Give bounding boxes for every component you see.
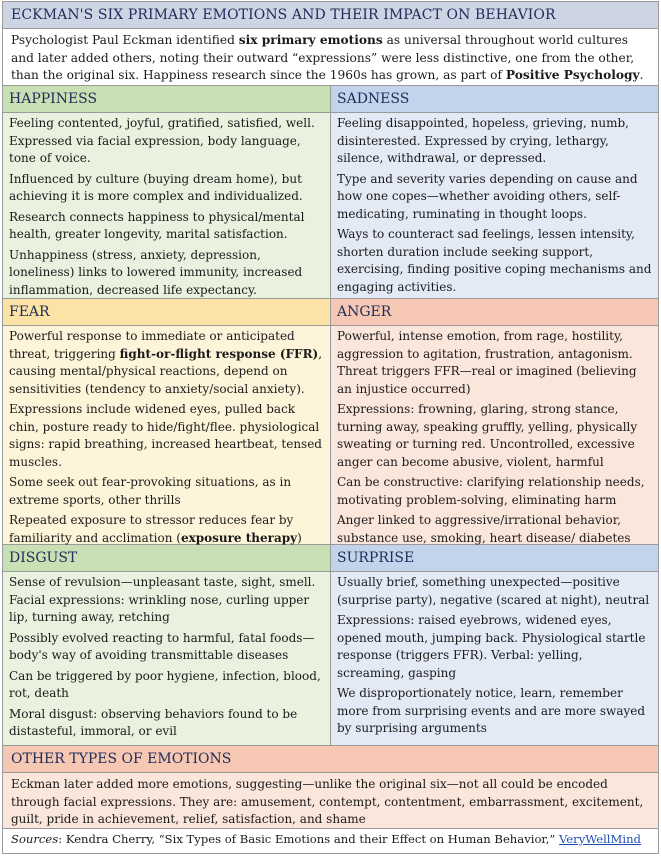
disgust-p1: Sense of revulsion—unpleasant taste, sight, smell. Facial expressions: wrinkling nose, curling upper lip, turning away, retching xyxy=(9,575,316,624)
surprise-section xyxy=(331,545,658,746)
disgust-section xyxy=(3,545,331,746)
happiness-p2: Influenced by culture (buying dream home), but achieving it is more complex and individualized. xyxy=(9,171,303,203)
fear-p4-bold: exposure therapy xyxy=(180,530,298,545)
fear-p1-bold: fight-or-flight response (FFR) xyxy=(119,346,319,361)
other-emotions-body: Eckman later added more emotions, suggesting—unlike the original six—not all could be encoded through facial expressions. They are: amusement, contempt, contentment, embarrassment, excitement, guilt, pride in achievement, relief, satisfaction, and shame xyxy=(3,773,658,829)
surprise-p2: Expressions: raised eyebrows, widened eyes, opened mouth, jumping back. Physiological startle response (triggers FFR). Verbal: yelling, screaming, gasping xyxy=(337,613,646,680)
surprise-p3: We disproportionately notice, learn, remember more from surprising events and are more swayed by surprising arguments xyxy=(337,686,646,735)
fear-heading: FEAR xyxy=(3,299,330,326)
happiness-p3: Research connects happiness to physical/mental health, greater longevity, marital satisfaction. xyxy=(9,209,305,241)
page-title: ECKMAN'S SIX PRIMARY EMOTIONS AND THEIR IMPACT ON BEHAVIOR xyxy=(3,2,658,29)
happiness-section xyxy=(3,86,331,299)
intro-text-3: . xyxy=(639,68,644,83)
disgust-p4: Moral disgust: observing behaviors found to be distasteful, immoral, or evil xyxy=(9,706,298,738)
intro-paragraph xyxy=(3,29,658,86)
emotions-grid xyxy=(3,86,658,746)
fear-p2: Expressions include widened eyes, pulled back chin, posture ready to hide/fight/flee. physiological signs: rapid breathing, increased heartbeat, tensed muscles. xyxy=(9,402,322,469)
intro-bold-positive-psychology: Positive Psychology xyxy=(505,68,640,83)
happiness-body xyxy=(3,113,330,298)
emotions-sheet xyxy=(2,1,659,854)
anger-body xyxy=(331,326,658,544)
happiness-p4: Unhappiness (stress, anxiety, depression, loneliness) links to lowered immunity, increased inflammation, decreased life expectancy. xyxy=(9,247,303,297)
anger-section xyxy=(331,299,658,545)
sources-line xyxy=(3,829,658,853)
surprise-heading: SURPRISE xyxy=(331,545,658,572)
fear-p4-text: Repeated exposure to stressor reduces fear by familiarity and acclimation ( xyxy=(9,513,294,545)
intro-text-2: as universal throughout world cultures and later added others, noting their outward “expressions” were less distinctive, one from the other, than the original six. Happiness research since the 1960s has grown, as part of xyxy=(11,33,635,83)
sadness-p3: Ways to counteract sad feelings, lessen intensity, shorten duration include seeking support, exercising, finding positive coping mechanisms and engaging activities. xyxy=(337,227,652,294)
anger-p4: Anger linked to aggressive/irrational behavior, substance use, smoking, heart disease/ diabetes xyxy=(337,513,631,545)
sadness-section xyxy=(331,86,658,299)
fear-p4 xyxy=(9,512,324,547)
fear-p1 xyxy=(9,328,324,398)
disgust-heading: DISGUST xyxy=(3,545,330,572)
fear-section xyxy=(3,299,331,545)
verywellmind-link[interactable]: VeryWellMind xyxy=(559,832,641,846)
sources-label: Sources xyxy=(11,832,59,846)
fear-p1-text: Powerful response to immediate or anticipated threat, triggering xyxy=(9,329,295,361)
sadness-heading: SADNESS xyxy=(331,86,658,113)
disgust-p3: Can be triggered by poor hygiene, infection, blood, rot, death xyxy=(9,668,321,700)
sadness-body xyxy=(331,113,658,298)
fear-p3: Some seek out fear-provoking situations, as in extreme sports, other thrills xyxy=(9,475,292,507)
intro-bold-six-primary: six primary emotions xyxy=(238,33,383,47)
anger-heading: ANGER xyxy=(331,299,658,326)
fear-p1-rest: , causing mental/physical reactions, depend on sensitivities (tendency to anxiety/social anxiety). xyxy=(9,346,323,396)
intro-text-1: Psychologist Paul Eckman identified xyxy=(11,33,239,47)
anger-p2: Expressions: frowning, glaring, strong stance, turning away, speaking gruffly, yelling, physically sweating or turning red. Uncontrolled, excessive anger can become abusive, violent, harmful xyxy=(337,402,638,469)
sources-text: : Kendra Cherry, “Six Types of Basic Emotions and their Effect on Human Behavior,” xyxy=(58,832,559,846)
happiness-p1: Feeling contented, joyful, gratified, satisfied, well. Expressed via facial expression, body language, tone of voice. xyxy=(9,116,315,165)
anger-p1: Powerful, intense emotion, from rage, hostility, aggression to agitation, frustration, antagonism. Threat triggers FFR—real or imagined (believing an injustice occurred) xyxy=(337,329,637,396)
surprise-body xyxy=(331,572,658,745)
anger-p3: Can be constructive: clarifying relationship needs, motivating problem-solving, eliminating harm xyxy=(337,475,645,507)
sadness-p2: Type and severity varies depending on cause and how one copes—whether avoiding others, self-medicating, ruminating in thought loops. xyxy=(337,171,638,221)
disgust-body xyxy=(3,572,330,745)
fear-p4-rest: ) xyxy=(297,530,302,545)
surprise-p1: Usually brief, something unexpected—positive (surprise party), negative (scared at night), neutral xyxy=(337,575,650,607)
other-emotions-heading: OTHER TYPES OF EMOTIONS xyxy=(3,746,658,773)
fear-body xyxy=(3,326,330,544)
disgust-p2: Possibly evolved reacting to harmful, fatal foods—body's way of avoiding transmittable diseases xyxy=(9,630,315,662)
happiness-heading: HAPPINESS xyxy=(3,86,330,113)
sadness-p1: Feeling disappointed, hopeless, grieving, numb, disinterested. Expressed by crying, lethargy, silence, withdrawal, or depressed. xyxy=(337,116,629,165)
